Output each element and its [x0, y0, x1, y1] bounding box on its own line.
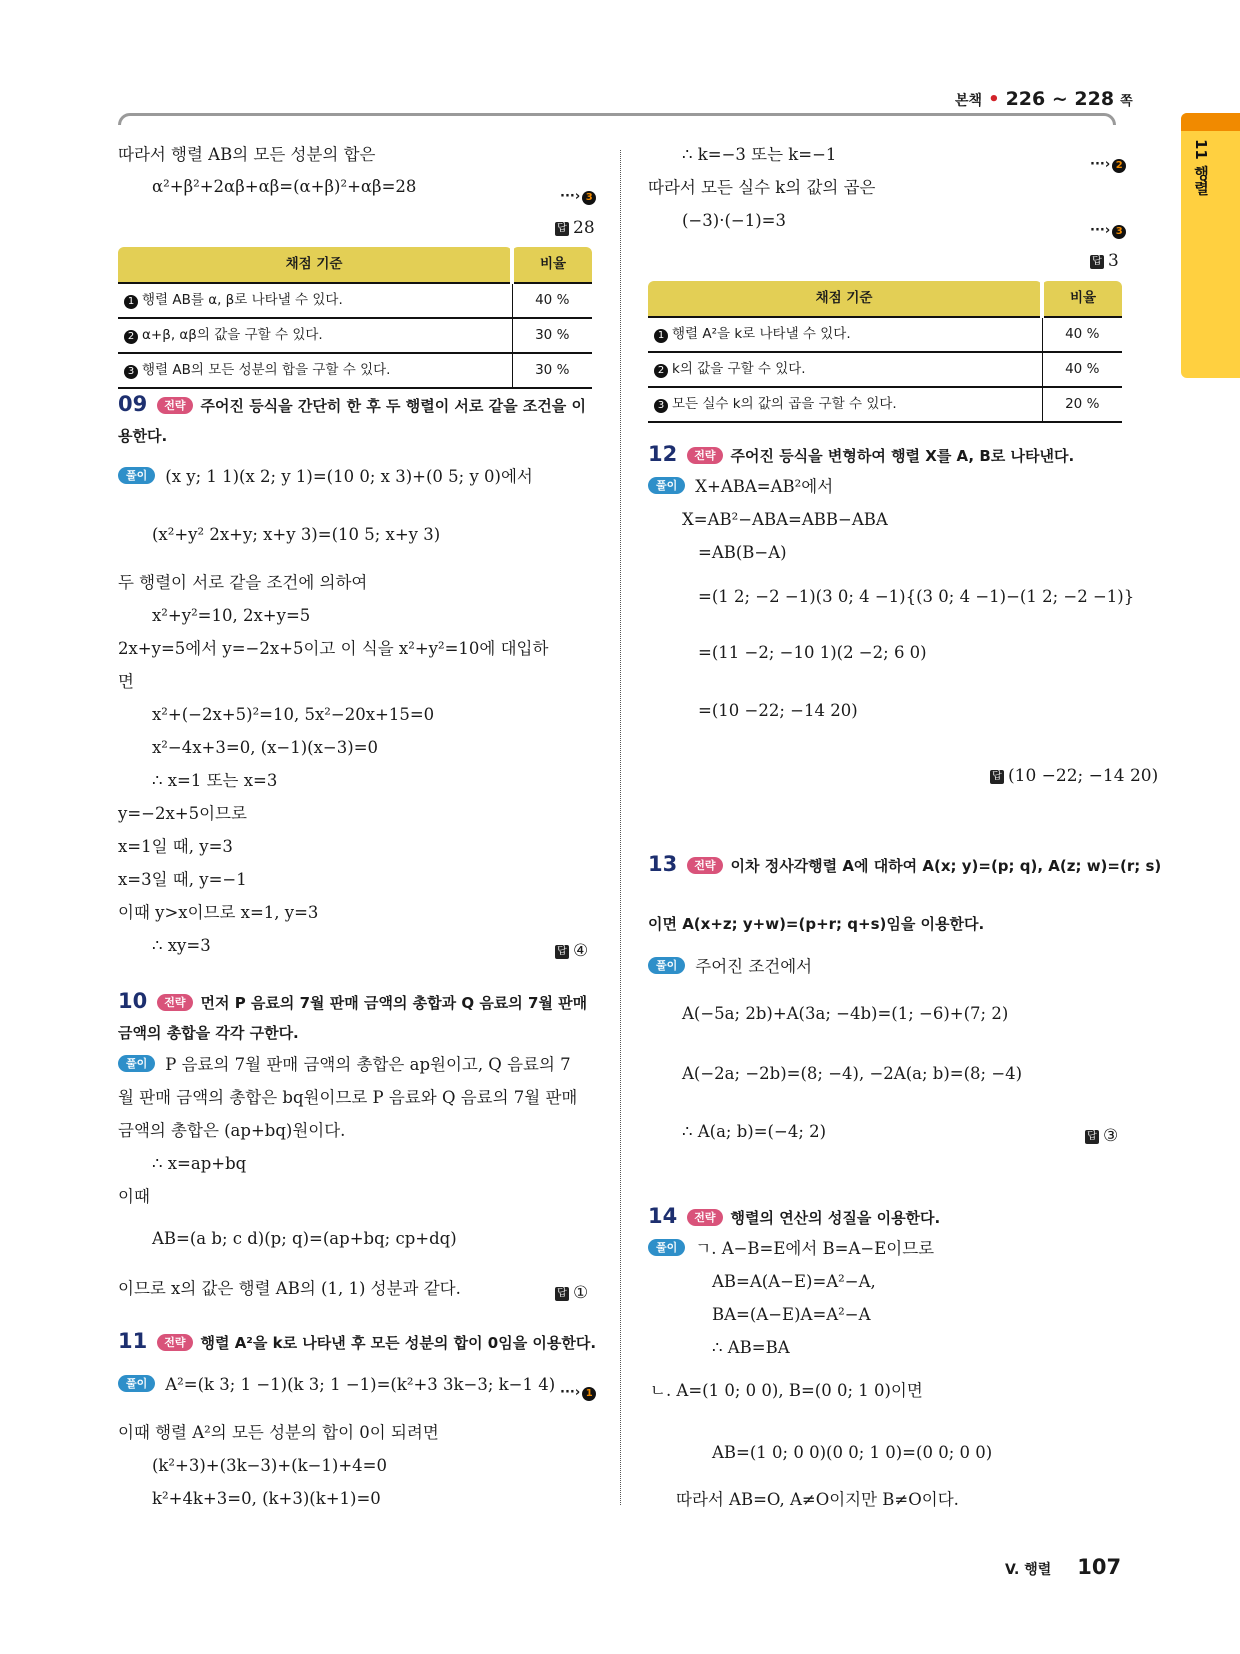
question-10-header: 10 전략 먼저 P 음료의 7월 판매 금액의 총합과 Q 음료의 7월 판매 [118, 989, 588, 1013]
column-header: 비율 [1042, 281, 1122, 317]
text-line: 따라서 모든 실수 k의 값의 곱은 [648, 178, 876, 197]
grading-table [118, 247, 592, 389]
question-number: 11 [118, 1329, 148, 1353]
equation-line: BA=(A−E)A=A²−A [712, 1305, 871, 1324]
solution-badge: 풀이 [118, 1375, 155, 1392]
top-rule-divider [118, 113, 1116, 125]
strategy-badge: 전략 [157, 994, 192, 1011]
solution-line: 풀이 A²=(k 3; 1 −1)(k 3; 1 −1)=(k²+3 3k−3; k−1 4) [118, 1368, 555, 1401]
strategy-continuation: 금액의 총합을 각각 구한다. [118, 1024, 299, 1042]
text-line: 이므로 x의 값은 행렬 AB의 (1, 1) 성분과 같다. [118, 1279, 461, 1298]
answer-icon: 답 [1090, 255, 1104, 269]
table-row: 1 행렬 A²을 k로 나타낼 수 있다. 40 % [648, 317, 1122, 352]
text-line: 이때 [118, 1187, 150, 1206]
question-number: 13 [648, 852, 678, 876]
page-reference [955, 88, 1133, 110]
equation-line: =(1 2; −2 −1)(3 0; 4 −1){(3 0; 4 −1)−(1 2; −2 −1)} [698, 587, 1135, 606]
separator-dot-icon: • [988, 89, 1000, 110]
equation-line: AB=A(A−E)=A²−A, [712, 1272, 876, 1291]
strategy-badge: 전략 [157, 1334, 192, 1351]
text-line: 따라서 행렬 AB의 모든 성분의 합은 [118, 145, 376, 164]
text-line: 금액의 총합은 (ap+bq)원이다. [118, 1121, 346, 1140]
text-line: 2x+y=5에서 y=−2x+5이고 이 식을 x²+y²=10에 대입하 [118, 639, 549, 658]
answer: 답 ④ [555, 935, 588, 968]
answer-icon: 답 [555, 222, 569, 236]
answer-icon: 답 [1085, 1130, 1099, 1144]
footer-chapter: V. 행렬 [1005, 1562, 1052, 1578]
question-number: 12 [648, 442, 678, 466]
solution-line: 풀이 P 음료의 7월 판매 금액의 총합은 ap원이고, Q 음료의 7 [118, 1048, 571, 1081]
equation-line: A(−5a; 2b)+A(3a; −4b)=(1; −6)+(7; 2) [682, 1004, 1009, 1023]
question-09-header: 09 전략 주어진 등식을 간단히 한 후 두 행렬이 서로 같을 조건을 이 [118, 392, 586, 416]
text-line: 면 [118, 672, 134, 691]
table-row: 2 α+β, αβ의 값을 구할 수 있다. 30 % [118, 318, 592, 353]
solution-badge: 풀이 [118, 1055, 155, 1072]
table-row: 3 행렬 AB의 모든 성분의 합을 구할 수 있다. 30 % [118, 353, 592, 388]
equation-line: AB=(a b; c d)(p; q)=(ap+bq; cp+dq) [152, 1229, 457, 1248]
chapter-side-tab [1181, 113, 1240, 378]
column-divider [620, 150, 621, 1505]
page-range: 226 ~ 228 [1005, 88, 1115, 110]
equation-line: (x²+y² 2x+y; x+y 3)=(10 5; x+y 3) [152, 525, 441, 544]
column-header: 채점 기준 [648, 281, 1042, 317]
page-footer [1005, 1555, 1121, 1579]
strategy-badge: 전략 [157, 397, 192, 414]
strategy-badge: 전략 [687, 1209, 722, 1226]
page-suffix: 쪽 [1120, 94, 1133, 109]
answer: 답 ① [555, 1277, 588, 1310]
table-row: 1 행렬 AB를 α, β로 나타낼 수 있다. 40 % [118, 283, 592, 318]
answer: 답 28 [555, 212, 595, 245]
question-13-header: 13 전략 이차 정사각행렬 A에 대하여 A(x; y)=(p; q), A(z; w)=(r; s) [648, 852, 1162, 876]
equation-line: AB=(1 0; 0 0)(0 0; 1 0)=(0 0; 0 0) [712, 1443, 993, 1462]
equation-line: ∴ xy=3 [152, 936, 211, 955]
solution-line: 풀이 X+ABA=AB²에서 [648, 470, 833, 503]
equation-line: ∴ x=1 또는 x=3 [152, 771, 278, 790]
step-marker: ···› 2 [1090, 148, 1126, 181]
solution-badge: 풀이 [648, 957, 685, 974]
solution-badge: 풀이 [648, 477, 685, 494]
table-row: 3 모든 실수 k의 값의 곱을 구할 수 있다. 20 % [648, 387, 1122, 422]
equation-line: k²+4k+3=0, (k+3)(k+1)=0 [152, 1489, 381, 1508]
equation-line: α²+β²+2αβ+αβ=(α+β)²+αβ=28 [152, 177, 417, 196]
question-12-header: 12 전략 주어진 등식을 변형하여 행렬 X를 A, B로 나타낸다. [648, 442, 1075, 466]
question-number: 14 [648, 1204, 678, 1228]
equation-line: A(−2a; −2b)=(8; −4), −2A(a; b)=(8; −4) [682, 1064, 1023, 1083]
tab-accent-bar [1181, 113, 1240, 131]
solution-badge: 풀이 [118, 467, 155, 484]
solution-line: 풀이 주어진 조건에서 [648, 950, 812, 983]
equation-line: =AB(B−A) [698, 543, 787, 562]
column-header: 비율 [512, 247, 592, 283]
answer: 답 3 [1090, 245, 1119, 278]
text-line: 이때 y>x이므로 x=1, y=3 [118, 903, 319, 922]
grading-table [648, 281, 1122, 423]
equation-line: (k²+3)+(3k−3)+(k−1)+4=0 [152, 1456, 387, 1475]
text-line: 두 행렬이 서로 같을 조건에 의하여 [118, 573, 368, 592]
solution-badge: 풀이 [648, 1239, 685, 1256]
page-number: 107 [1077, 1555, 1122, 1579]
equation-line: X=AB²−ABA=ABB−ABA [682, 510, 888, 529]
equation-line: =(10 −22; −14 20) [698, 701, 858, 720]
strategy-badge: 전략 [687, 447, 722, 464]
text-line: 월 판매 금액의 총합은 bq원이므로 P 음료와 Q 음료의 7월 판매 [118, 1088, 578, 1107]
step-marker: ···› 3 [560, 180, 596, 213]
step-marker: ···› 3 [1090, 214, 1126, 247]
equation-line: ∴ x=ap+bq [152, 1154, 247, 1173]
answer-icon: 답 [555, 1287, 569, 1301]
text-line: 따라서 AB=O, A≠O이지만 B≠O이다. [676, 1490, 959, 1509]
question-14-header: 14 전략 행렬의 연산의 성질을 이용한다. [648, 1204, 941, 1228]
equation-line: (−3)·(−1)=3 [682, 211, 786, 230]
question-number: 10 [118, 989, 148, 1013]
text-line: x=1일 때, y=3 [118, 837, 233, 856]
solution-line: 풀이 ㄱ. A−B=E에서 B=A−E이므로 [648, 1232, 934, 1265]
equation-line: =(11 −2; −10 1)(2 −2; 6 0) [698, 643, 927, 662]
table-row: 2 k의 값을 구할 수 있다. 40 % [648, 352, 1122, 387]
equation-line: x²+y²=10, 2x+y=5 [152, 606, 311, 625]
equation-line: x²−4x+3=0, (x−1)(x−3)=0 [152, 738, 379, 757]
answer-icon: 답 [990, 770, 1004, 784]
solution-line: 풀이 (x y; 1 1)(x 2; y 1)=(10 0; x 3)+(0 5; y 0)에서 [118, 460, 533, 493]
question-number: 09 [118, 392, 148, 416]
answer-icon: 답 [555, 945, 569, 959]
equation-line: ∴ A(a; b)=(−4; 2) [682, 1122, 827, 1141]
chapter-label: 11 행렬 [1192, 139, 1210, 196]
text-line: 이때 행렬 A²의 모든 성분의 합이 0이 되려면 [118, 1423, 439, 1442]
text-line: x=3일 때, y=−1 [118, 870, 247, 889]
equation-line: ∴ AB=BA [712, 1338, 790, 1357]
equation-line: ㄴ. A=(1 0; 0 0), B=(0 0; 1 0)이면 [650, 1381, 923, 1400]
strategy-continuation: 이면 A(x+z; y+w)=(p+r; q+s)임을 이용한다. [648, 915, 985, 933]
book-label: 본책 [955, 93, 983, 109]
question-11-header: 11 전략 행렬 A²을 k로 나타낸 후 모든 성분의 합이 0임을 이용한다. [118, 1329, 597, 1353]
text-line: y=−2x+5이므로 [118, 804, 247, 823]
answer: 답 (10 −22; −14 20) [990, 760, 1158, 793]
strategy-badge: 전략 [687, 857, 722, 874]
equation-line: x²+(−2x+5)²=10, 5x²−20x+15=0 [152, 705, 435, 724]
strategy-continuation: 용한다. [118, 427, 168, 445]
step-marker: ···› 1 [560, 1376, 596, 1409]
column-header: 채점 기준 [118, 247, 512, 283]
answer: 답 ③ [1085, 1120, 1118, 1153]
equation-line: ∴ k=−3 또는 k=−1 [682, 145, 837, 164]
